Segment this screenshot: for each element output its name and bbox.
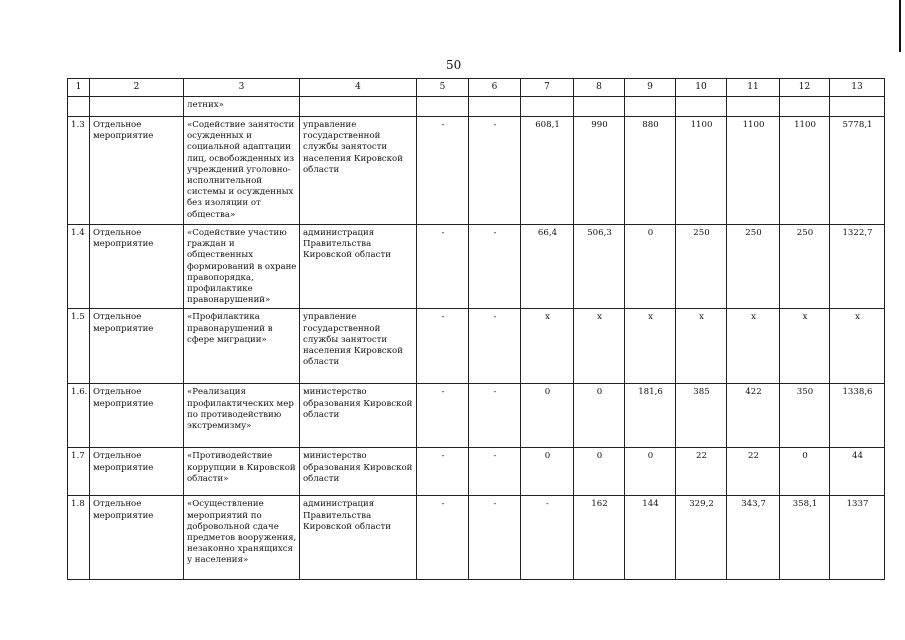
cell xyxy=(417,97,469,117)
cell xyxy=(469,97,521,117)
margin-rule xyxy=(899,0,901,52)
value-col5: - xyxy=(417,225,469,309)
column-header: 8 xyxy=(574,79,625,97)
value-col5: - xyxy=(417,496,469,580)
value-col5: - xyxy=(417,448,469,496)
value-col5: - xyxy=(417,117,469,225)
header-row xyxy=(68,79,885,97)
value-col5: - xyxy=(417,384,469,448)
value-col10: х xyxy=(676,309,727,384)
event-type: Отдельное мероприятие xyxy=(90,309,184,384)
value-col6: - xyxy=(469,225,521,309)
value-col8: х xyxy=(574,309,625,384)
column-header: 5 xyxy=(417,79,469,97)
value-col11: 250 xyxy=(727,225,780,309)
value-col7: 608,1 xyxy=(521,117,574,225)
value-col11: 422 xyxy=(727,384,780,448)
value-col11: х xyxy=(727,309,780,384)
row-number: 1.5 xyxy=(68,309,90,384)
value-col7: 66,4 xyxy=(521,225,574,309)
value-col9: 181,6 xyxy=(625,384,676,448)
value-col12: 0 xyxy=(780,448,830,496)
value-col13: 1337 xyxy=(830,496,885,580)
value-col9: 0 xyxy=(625,448,676,496)
cell xyxy=(727,97,780,117)
row-number: 1.8 xyxy=(68,496,90,580)
column-header: 7 xyxy=(521,79,574,97)
value-col5: - xyxy=(417,309,469,384)
column-header: 10 xyxy=(676,79,727,97)
column-header: 12 xyxy=(780,79,830,97)
table-row xyxy=(68,496,885,580)
value-col6: - xyxy=(469,117,521,225)
value-col7: 0 xyxy=(521,384,574,448)
executor: управление государственной службы занятости населения Кировской области xyxy=(300,117,417,225)
value-col10: 22 xyxy=(676,448,727,496)
table-row xyxy=(68,448,885,496)
value-col13: 5778,1 xyxy=(830,117,885,225)
value-col9: 880 xyxy=(625,117,676,225)
page-number: 50 xyxy=(446,58,462,72)
row-number: 1.6. xyxy=(68,384,90,448)
value-col8: 162 xyxy=(574,496,625,580)
cell xyxy=(676,97,727,117)
value-col8: 0 xyxy=(574,448,625,496)
continued-text: летних» xyxy=(184,97,300,117)
event-type: Отдельное мероприятие xyxy=(90,225,184,309)
column-header: 2 xyxy=(90,79,184,97)
cell xyxy=(830,97,885,117)
value-col12: 358,1 xyxy=(780,496,830,580)
column-header: 9 xyxy=(625,79,676,97)
row-number: 1.3 xyxy=(68,117,90,225)
value-col13: 44 xyxy=(830,448,885,496)
value-col8: 0 xyxy=(574,384,625,448)
event-name: «Осуществление мероприятий по добровольной сдаче предметов вооружения, незаконно хранящихся у населения» xyxy=(184,496,300,580)
value-col10: 1100 xyxy=(676,117,727,225)
value-col6: - xyxy=(469,496,521,580)
row-number: 1.4 xyxy=(68,225,90,309)
value-col10: 250 xyxy=(676,225,727,309)
value-col13: 1322,7 xyxy=(830,225,885,309)
executor: министерство образования Кировской области xyxy=(300,384,417,448)
column-header: 1 xyxy=(68,79,90,97)
executor: администрация Правительства Кировской области xyxy=(300,225,417,309)
event-type: Отдельное мероприятие xyxy=(90,384,184,448)
event-name: «Профилактика правонарушений в сфере миграции» xyxy=(184,309,300,384)
event-type: Отдельное мероприятие xyxy=(90,496,184,580)
value-col12: 350 xyxy=(780,384,830,448)
column-header: 3 xyxy=(184,79,300,97)
column-header: 6 xyxy=(469,79,521,97)
value-col11: 343,7 xyxy=(727,496,780,580)
event-name: «Реализация профилактических мер по противодействию экстремизму» xyxy=(184,384,300,448)
value-col9: х xyxy=(625,309,676,384)
table-row xyxy=(68,117,885,225)
event-name: «Противодействие коррупции в Кировской области» xyxy=(184,448,300,496)
executor: министерство образования Кировской области xyxy=(300,448,417,496)
value-col9: 0 xyxy=(625,225,676,309)
table-row xyxy=(68,384,885,448)
value-col10: 385 xyxy=(676,384,727,448)
executor: администрация Правительства Кировской области xyxy=(300,496,417,580)
cell xyxy=(574,97,625,117)
event-name: «Содействие занятости осужденных и социальной адаптации лиц, освобожденных из учреждений уголовно-исполнительной системы и осужденных без изоляции от общества» xyxy=(184,117,300,225)
value-col7: - xyxy=(521,496,574,580)
value-col10: 329,2 xyxy=(676,496,727,580)
value-col11: 22 xyxy=(727,448,780,496)
value-col12: 250 xyxy=(780,225,830,309)
value-col6: - xyxy=(469,309,521,384)
program-table xyxy=(67,78,885,580)
column-header: 4 xyxy=(300,79,417,97)
continuation-row xyxy=(68,97,885,117)
value-col7: х xyxy=(521,309,574,384)
value-col7: 0 xyxy=(521,448,574,496)
value-col11: 1100 xyxy=(727,117,780,225)
cell xyxy=(521,97,574,117)
value-col8: 990 xyxy=(574,117,625,225)
value-col12: х xyxy=(780,309,830,384)
value-col6: - xyxy=(469,384,521,448)
event-type: Отдельное мероприятие xyxy=(90,117,184,225)
event-type: Отдельное мероприятие xyxy=(90,448,184,496)
table-row xyxy=(68,225,885,309)
table-row xyxy=(68,309,885,384)
column-header: 11 xyxy=(727,79,780,97)
value-col13: 1338,6 xyxy=(830,384,885,448)
cell xyxy=(625,97,676,117)
cell xyxy=(68,97,90,117)
value-col12: 1100 xyxy=(780,117,830,225)
cell xyxy=(90,97,184,117)
event-name: «Содействие участию граждан и общественных формирований в охране правопорядка, профилактике правонарушений» xyxy=(184,225,300,309)
cell xyxy=(780,97,830,117)
value-col9: 144 xyxy=(625,496,676,580)
value-col13: х xyxy=(830,309,885,384)
column-header: 13 xyxy=(830,79,885,97)
cell xyxy=(300,97,417,117)
executor: управление государственной службы занятости населения Кировской области xyxy=(300,309,417,384)
row-number: 1.7 xyxy=(68,448,90,496)
value-col8: 506,3 xyxy=(574,225,625,309)
value-col6: - xyxy=(469,448,521,496)
